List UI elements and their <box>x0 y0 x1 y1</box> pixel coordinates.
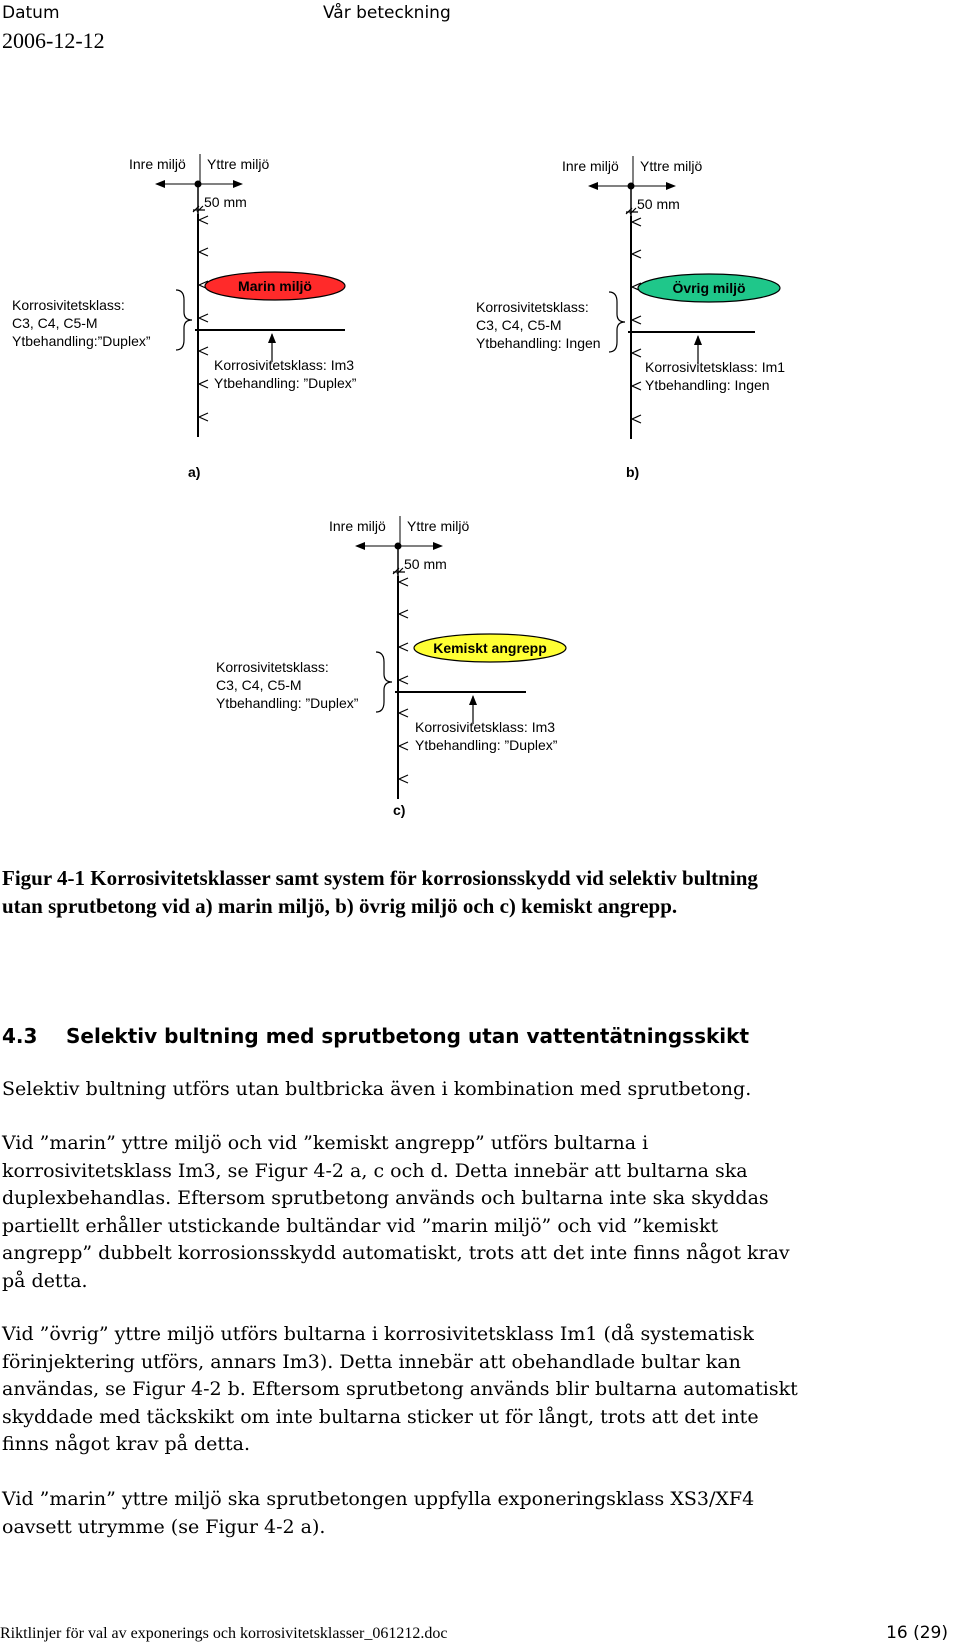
document-date: 2006-12-12 <box>2 28 105 53</box>
right-text-line1: Korrosivitetsklass: Im3 <box>415 719 556 735</box>
distance-label: 50 mm <box>204 194 247 210</box>
panel-b-label: b) <box>626 464 640 480</box>
footer-page-number: 16 (29) <box>886 1623 948 1643</box>
figure-caption: Figur 4-1 Korrosivitetsklasser samt system för korrosionsskydd vid selektiv bultning utan sprutbetong vid a) marin miljö, b) övrig miljö och c) kemiskt angrepp. <box>2 866 758 918</box>
left-text-line2: C3, C4, C5-M <box>476 317 562 333</box>
section-title: Selektiv bultning med sprutbetong utan vattentätningsskikt <box>66 1024 749 1048</box>
datum-label: Datum <box>2 3 60 23</box>
left-text-line1: Korrosivitetsklass: <box>476 299 589 315</box>
inre-miljo-label: Inre miljö <box>562 158 619 174</box>
left-text-line3: Ytbehandling:”Duplex” <box>12 333 151 349</box>
distance-label: 50 mm <box>404 556 447 572</box>
inre-miljo-label: Inre miljö <box>329 518 386 534</box>
right-text-line2: Ytbehandling: ”Duplex” <box>415 737 558 753</box>
env-label-kemiskt: Kemiskt angrepp <box>433 640 547 656</box>
figure-4-1 <box>0 140 960 850</box>
yttre-miljo-label: Yttre miljö <box>207 156 270 172</box>
section-heading <box>2 1024 749 1048</box>
yttre-miljo-label: Yttre miljö <box>640 158 703 174</box>
left-text-line2: C3, C4, C5-M <box>12 315 98 331</box>
panel-b <box>476 156 785 480</box>
left-brace <box>176 290 192 350</box>
left-brace <box>609 292 625 352</box>
left-text-line3: Ytbehandling: Ingen <box>476 335 601 351</box>
paragraph-4: Vid ”marin” yttre miljö ska sprutbetongen uppfylla exponeringsklass XS3/XF4 oavsett utrymme (se Figur 4-2 a). <box>2 1488 755 1538</box>
yttre-miljo-label: Yttre miljö <box>407 518 470 534</box>
left-text-line2: C3, C4, C5-M <box>216 677 302 693</box>
footer-filename: Riktlinjer för val av exponerings och korrosivitetsklasser_061212.doc <box>0 1625 448 1642</box>
env-label-marin: Marin miljö <box>238 278 312 294</box>
env-label-ovrig: Övrig miljö <box>672 280 746 296</box>
right-text-line2: Ytbehandling: Ingen <box>645 377 770 393</box>
right-text-line1: Korrosivitetsklass: Im1 <box>645 359 786 375</box>
paragraph-2: Vid ”marin” yttre miljö och vid ”kemiskt angrepp” utförs bultarna i korrosivitetsklass Im3, se Figur 4-2 a, c och d. Detta innebär att bultarna ska duplexbehandlas. Eftersom sprutbetong används och bultarna inte ska skyddas partiellt erhåller utstickande bultändar vid ”marin miljö” och vid ”kemiskt angrepp” dubbelt korrosionsskydd automatiskt, trots att det inte finns något krav på detta. <box>2 1132 790 1292</box>
left-brace <box>376 652 392 712</box>
right-text-line2: Ytbehandling: ”Duplex” <box>214 375 357 391</box>
left-text-line1: Korrosivitetsklass: <box>216 659 329 675</box>
left-text-line1: Korrosivitetsklass: <box>12 297 125 313</box>
panel-c <box>216 516 566 818</box>
panel-c-label: c) <box>393 802 406 818</box>
var-beteckning-label: Vår beteckning <box>323 3 451 23</box>
paragraph-1: Selektiv bultning utförs utan bultbricka även i kombination med sprutbetong. <box>2 1078 752 1100</box>
distance-label: 50 mm <box>637 196 680 212</box>
inre-miljo-label: Inre miljö <box>129 156 186 172</box>
section-number: 4.3 <box>2 1024 38 1048</box>
left-text-line3: Ytbehandling: ”Duplex” <box>216 695 359 711</box>
panel-a-label: a) <box>188 464 201 480</box>
panel-a <box>12 154 357 480</box>
right-text-line1: Korrosivitetsklass: Im3 <box>214 357 355 373</box>
paragraph-3: Vid ”övrig” yttre miljö utförs bultarna i korrosivitetsklass Im1 (då systematisk förinjektering utförs, annars Im3). Detta innebär att obehandlade bultar kan användas, se Figur 4-2 b. Eftersom sprutbetong används blir bultarna automatiskt skyddade med täckskikt om inte bultarna sticker ut för långt, trots att det inte finns något krav på detta. <box>2 1323 798 1455</box>
